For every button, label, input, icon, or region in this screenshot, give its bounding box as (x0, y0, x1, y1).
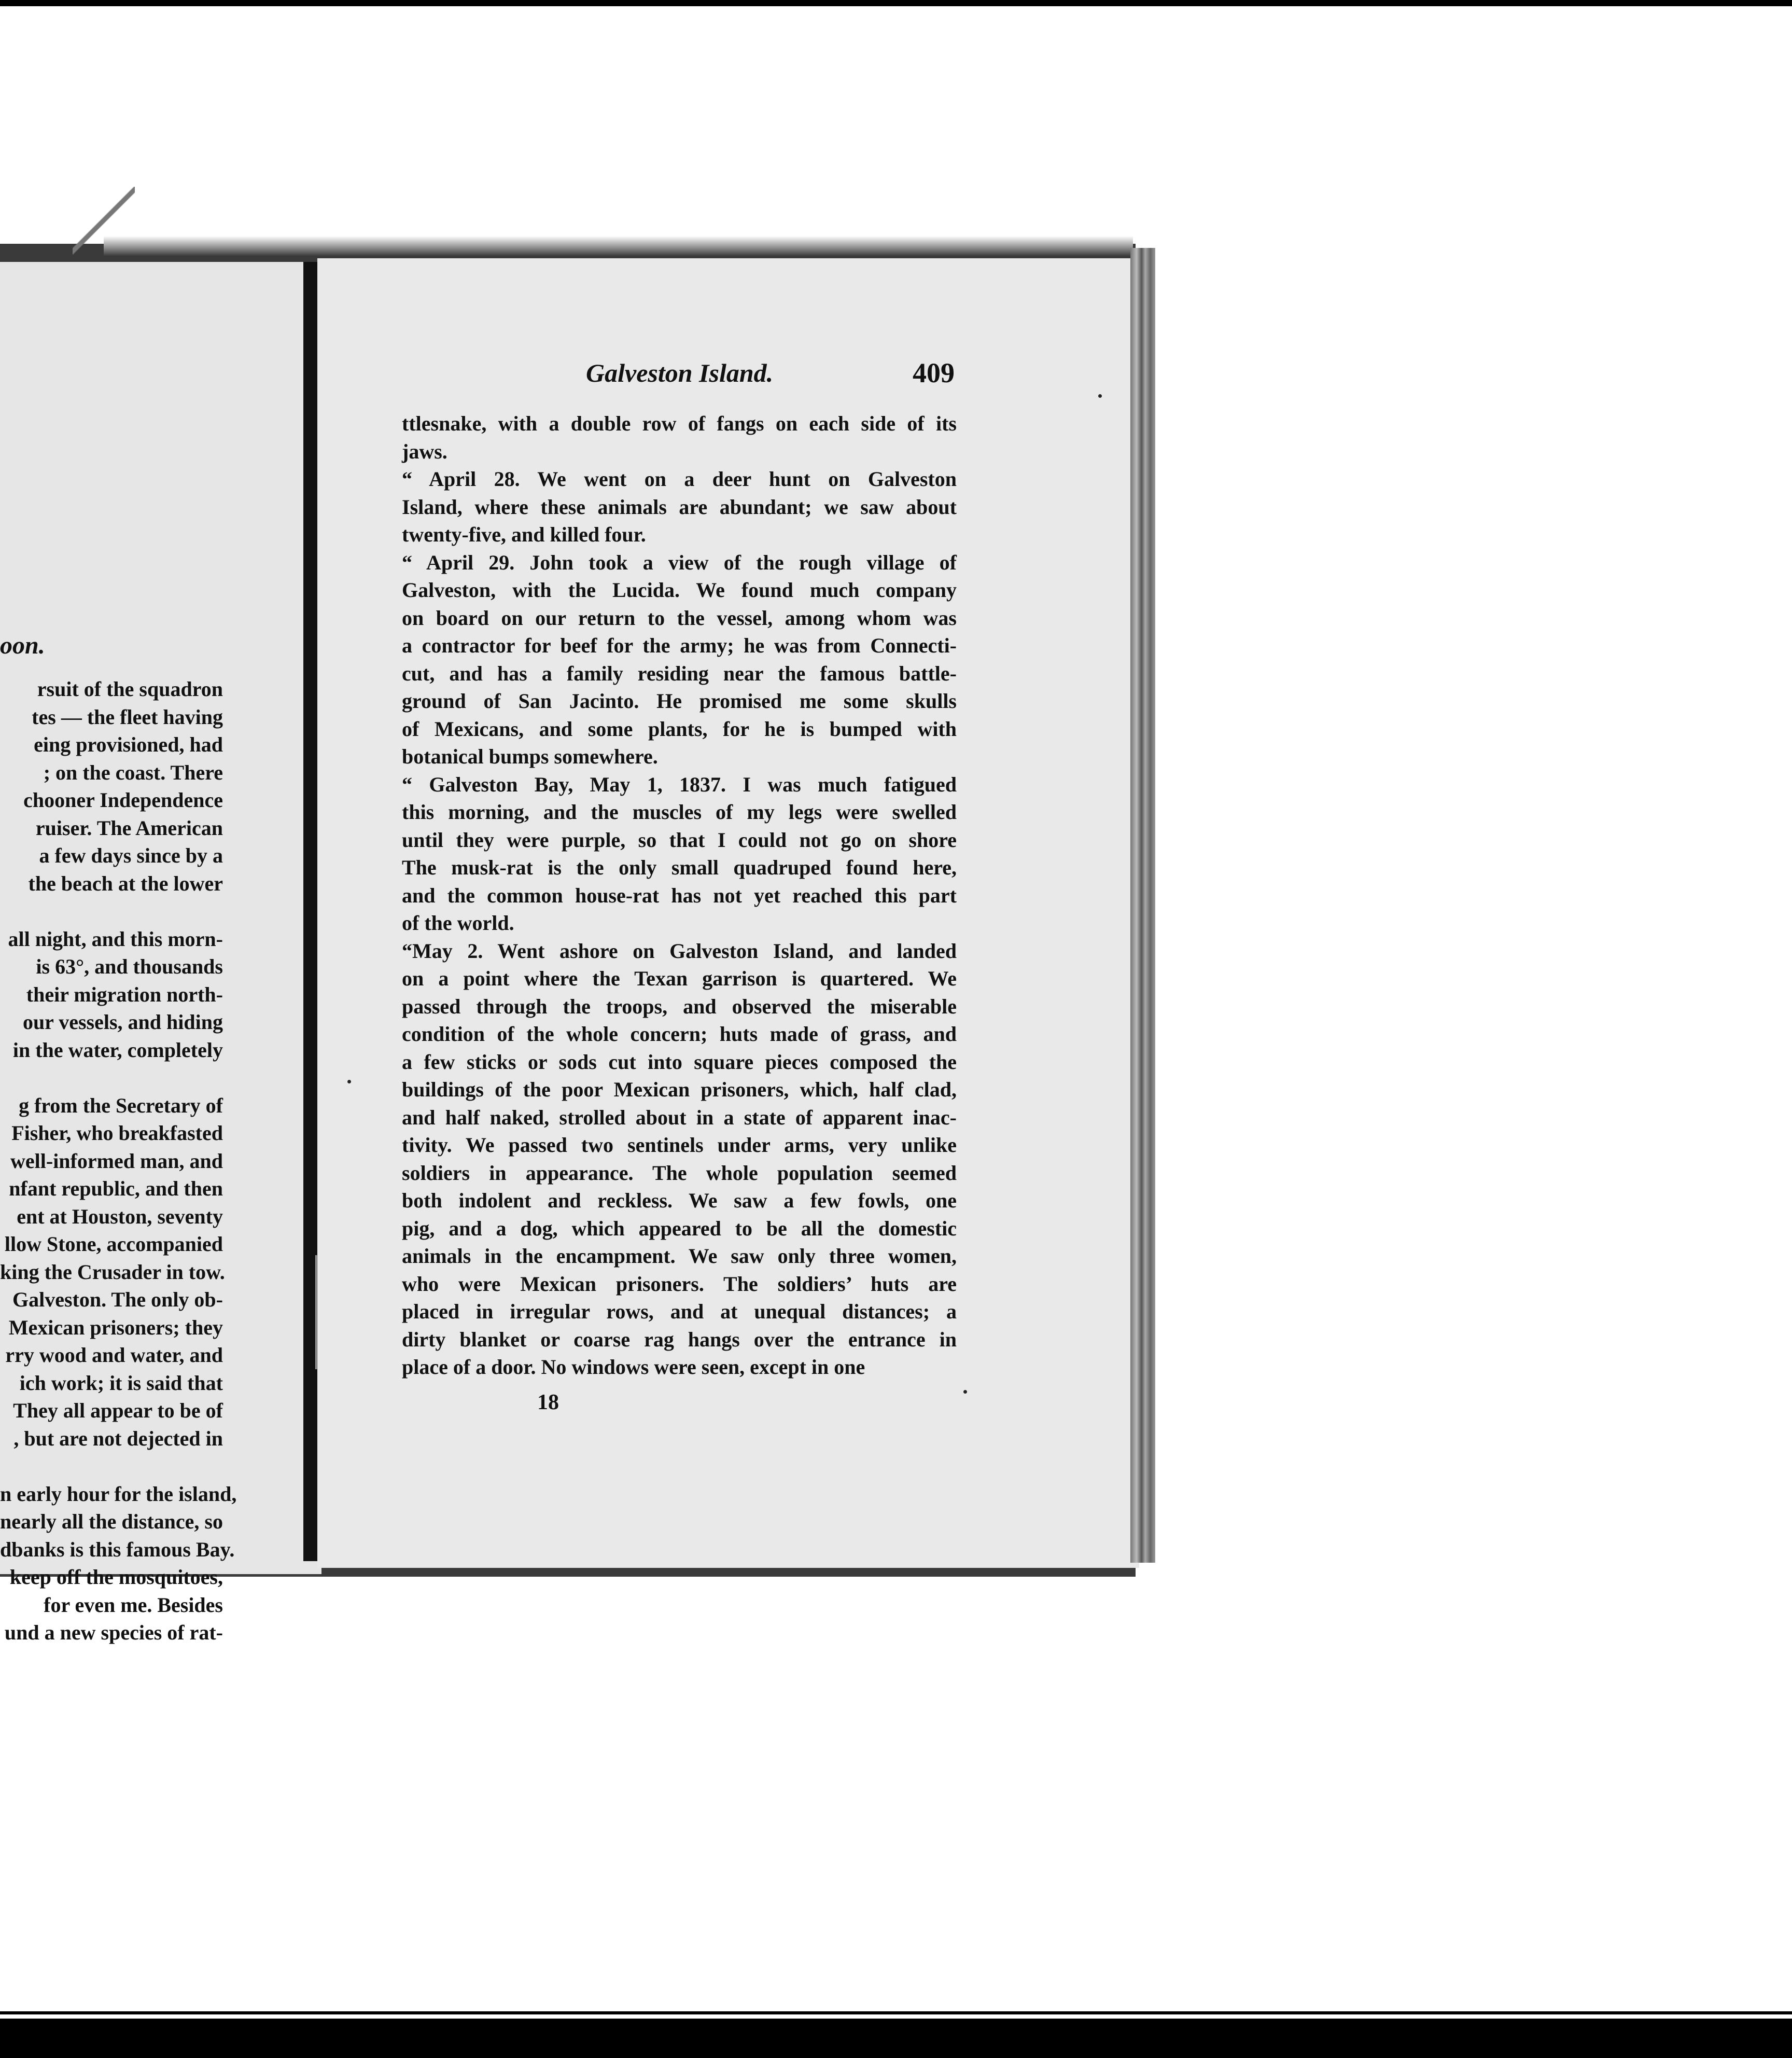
text-line: keep off the mosquitoes, (9, 1565, 223, 1589)
text-line: Mexican prisoners; they (8, 1315, 223, 1339)
text-line: of the world. (402, 911, 514, 935)
text-line: cut, and has a family residing near the famous battle- (402, 661, 957, 685)
text-line: nearly all the distance, so (0, 1510, 223, 1533)
text-line: Fisher, who breakfasted (11, 1121, 223, 1145)
text-line (0, 1452, 223, 1480)
text-line: both indolent and reckless. We saw a few fowls, one (402, 1189, 957, 1212)
left-running-head: oon. (0, 632, 45, 659)
text-line: animals in the encampment. We saw only three women, (402, 1244, 957, 1268)
text-line: tivity. We passed two sentinels under arms, very unlike (402, 1133, 957, 1157)
text-line: “ April 29. John took a view of the rough village of (402, 550, 957, 574)
text-line: Galveston. The only ob- (12, 1288, 223, 1311)
running-head: Galveston Island. (586, 358, 774, 387)
signature-mark: 18 (537, 1390, 559, 1414)
text-line: twenty-five, and killed four. (402, 523, 646, 546)
text-line: buildings of the poor Mexican prisoners, which, half clad, (402, 1078, 957, 1101)
torn-corner (73, 187, 135, 259)
text-line: nfant republic, and then (9, 1177, 223, 1200)
text-line: their migration north- (26, 982, 223, 1006)
text-line: tes — the fleet having (32, 705, 223, 729)
text-line: passed through the troops, and observed the miserable (402, 994, 957, 1018)
page-number: 409 (913, 357, 955, 388)
text-line: ; on the coast. There (43, 760, 223, 784)
text-line: chooner Independence (23, 788, 223, 812)
text-line (0, 897, 223, 925)
text-line: They all appear to be of (13, 1399, 223, 1422)
page-edges (1130, 248, 1155, 1563)
text-line: well-informed man, and (10, 1149, 223, 1173)
text-line: dirty blanket or coarse rag hangs over the entrance in (402, 1327, 957, 1351)
scan-bottom-rule (0, 2011, 1792, 2014)
speck (1098, 394, 1102, 398)
text-line: for even me. Besides (44, 1593, 223, 1617)
text-line: Island, where these animals are abundant; we saw about (402, 495, 957, 519)
text-line: rry wood and water, and (5, 1343, 223, 1367)
text-line: soldiers in appearance. The whole population seemed (402, 1161, 957, 1185)
text-line: llow Stone, accompanied (4, 1232, 223, 1256)
text-line: and the common house-rat has not yet reached this part (402, 883, 957, 907)
text-line: und a new species of rat- (4, 1621, 223, 1644)
text-line: until they were purple, so that I could not go on shore (402, 828, 957, 852)
text-line: “May 2. Went ashore on Galveston Island, and landed (402, 939, 957, 963)
text-line: , but are not dejected in (13, 1426, 223, 1450)
text-line: a contractor for beef for the army; he was from Connecti- (402, 634, 957, 657)
text-line: this morning, and the muscles of my legs were swelled (402, 800, 957, 824)
text-line: “ Galveston Bay, May 1, 1837. I was much fatigued (402, 772, 957, 796)
left-page (0, 262, 321, 1644)
text-line: ttlesnake, with a double row of fangs on each side of its (402, 412, 957, 435)
text-line: our vessels, and hiding (22, 1010, 223, 1034)
text-line: ground of San Jacinto. He promised me some skulls (402, 689, 957, 713)
text-line: of Mexicans, and some plants, for he is bumped with (402, 717, 957, 741)
text-line: eing provisioned, had (34, 733, 223, 756)
scan-top-border (0, 0, 1792, 6)
text-line: jaws. (402, 439, 447, 463)
text-line: on board on our return to the vessel, among whom was (402, 606, 957, 630)
scan-bottom-border (0, 2019, 1792, 2058)
text-line (0, 1064, 223, 1092)
text-line: botanical bumps somewhere. (402, 745, 658, 768)
text-line: rsuit of the squadron (37, 677, 223, 701)
text-line: n early hour for the island, (0, 1482, 237, 1506)
text-line: “ April 28. We went on a deer hunt on Galveston (402, 467, 957, 491)
text-line: is 63°, and thousands (36, 955, 223, 978)
left-page-text (0, 675, 237, 1647)
text-line: Galveston, with the Lucida. We found much company (402, 578, 957, 602)
page-top-fold (104, 236, 1133, 257)
text-line: ent at Houston, seventy (17, 1204, 223, 1228)
speck (963, 1390, 967, 1394)
text-line: on a point where the Texan garrison is quartered. We (402, 967, 957, 990)
text-line: ich work; it is said that (19, 1371, 223, 1395)
text-line: and half naked, strolled about in a state of apparent inac- (402, 1105, 957, 1129)
text-line: king the Crusader in tow. (0, 1260, 225, 1284)
text-line: place of a door. No windows were seen, except in one (402, 1355, 865, 1379)
text-line: condition of the whole concern; huts made of grass, and (402, 1022, 957, 1046)
text-line: ruiser. The American (35, 816, 223, 840)
text-line: a few sticks or sods cut into square pieces composed the (402, 1050, 957, 1074)
text-line: the beach at the lower (28, 871, 223, 895)
text-line: who were Mexican prisoners. The soldiers’ huts are (402, 1272, 957, 1296)
text-line: The musk-rat is the only small quadruped found here, (402, 856, 957, 879)
text-line: a few days since by a (39, 844, 223, 867)
text-line: in the water, completely (12, 1038, 223, 1062)
right-page-text (402, 410, 957, 1381)
text-line: placed in irregular rows, and at unequal distances; a (402, 1300, 957, 1323)
text-line: all night, and this morn- (8, 927, 223, 951)
text-line: pig, and a dog, which appeared to be all the domestic (402, 1216, 957, 1240)
speck (347, 1080, 351, 1083)
text-line: dbanks is this famous Bay. (0, 1537, 235, 1561)
text-line: g from the Secretary of (19, 1093, 223, 1117)
